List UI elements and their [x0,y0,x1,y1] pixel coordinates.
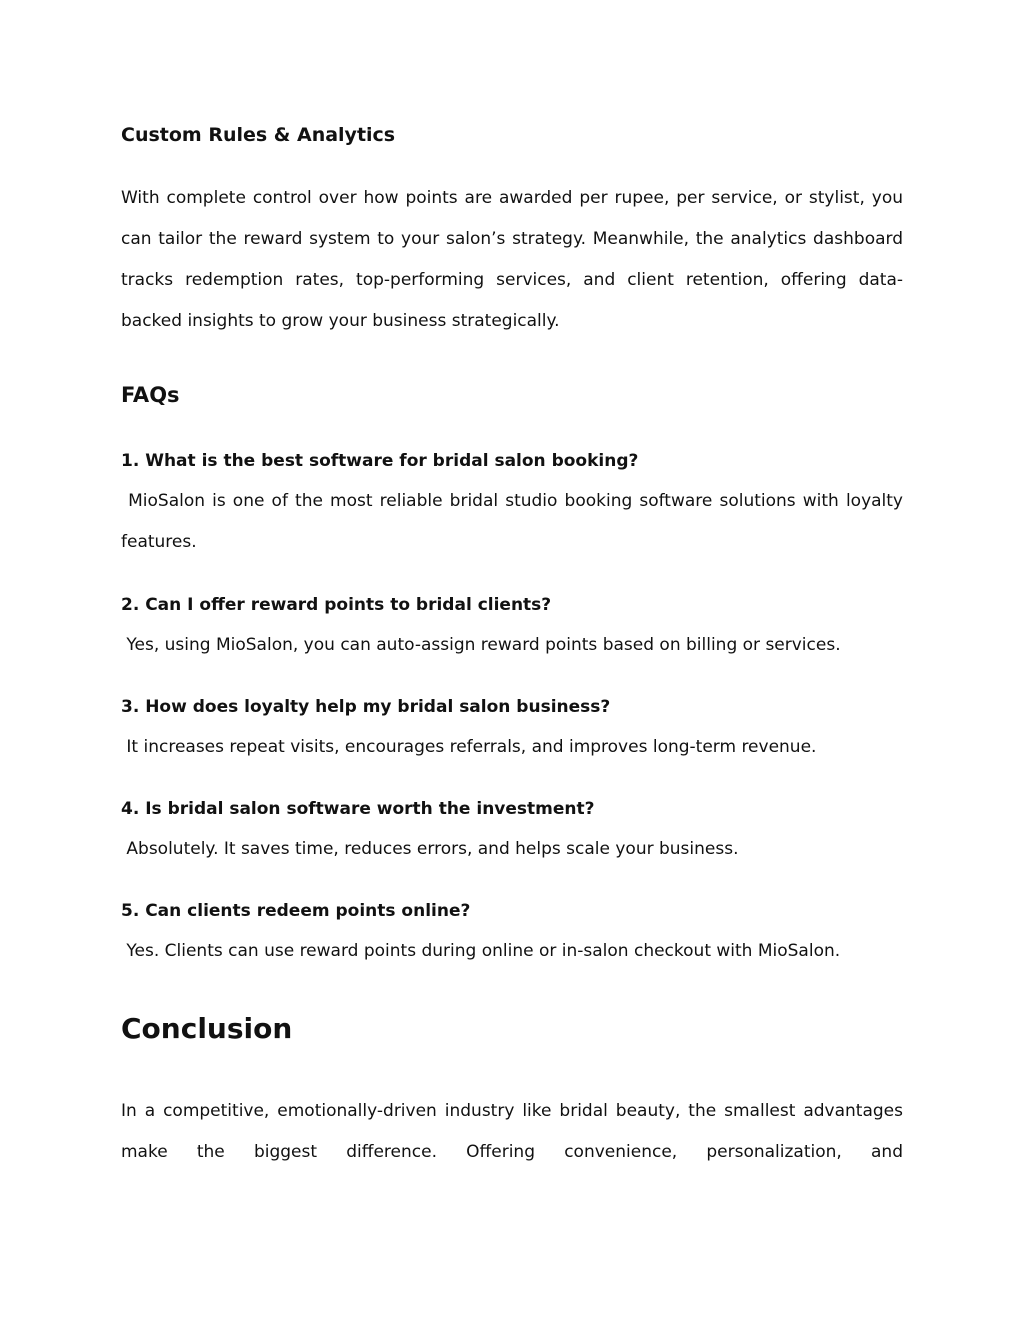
faq-question: 2. Can I offer reward points to bridal clients? [121,595,552,615]
faq-question: 3. How does loyalty help my bridal salon business? [121,697,611,717]
faq-answer: Absolutely. It saves time, reduces errors, and helps scale your business. [121,839,739,859]
faq-answer: MioSalon is one of the most reliable bridal studio booking software solutions with loyalty features. [121,491,909,552]
faq-question: 1. What is the best software for bridal salon booking? [121,451,639,471]
faq-answer: It increases repeat visits, encourages referrals, and improves long-term revenue. [121,737,817,757]
section-heading-custom-rules: Custom Rules & Analytics [121,124,396,146]
faq-question: 4. Is bridal salon software worth the investment? [121,799,595,819]
custom-rules-paragraph: With complete control over how points are awarded per rupee, per service, or stylist, you can tailor the reward system to your salon’s strategy. Meanwhile, the analytics dashboard tracks redemption rates, top-performing services, and client retention, offering data-backed insights to grow your business strategically. [121,188,903,331]
conclusion-heading: Conclusion [121,1012,293,1045]
faq-answer: Yes, using MioSalon, you can auto-assign reward points based on billing or services. [121,635,841,655]
faq-question: 5. Can clients redeem points online? [121,901,471,921]
faq-answer: Yes. Clients can use reward points during online or in-salon checkout with MioSalon. [121,941,841,961]
faqs-heading: FAQs [121,383,180,407]
conclusion-paragraph: In a competitive, emotionally-driven industry like bridal beauty, the smallest advantages make the biggest difference. Offering convenience, personalization, and [121,1101,903,1162]
